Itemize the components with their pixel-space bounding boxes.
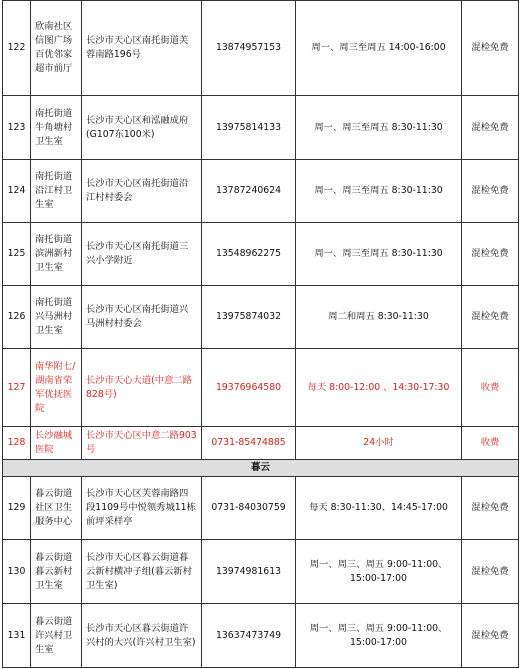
site-phone: 13975814133 <box>202 96 296 160</box>
region-label: 暮云 <box>3 460 519 477</box>
fee-status: 混检免费 <box>462 1 519 96</box>
service-hours: 每天 8:30-11:30、14:45-17:00 <box>296 477 462 540</box>
site-name: 南托街道滨洲新村卫生室 <box>31 223 82 286</box>
table-row <box>3 1 519 96</box>
service-hours: 24小时 <box>296 427 462 460</box>
row-number: 122 <box>3 1 31 96</box>
site-address: 长沙市天心大道(中意二路828号) <box>82 349 202 427</box>
row-number: 128 <box>3 427 31 460</box>
fee-status: 收费 <box>462 349 519 427</box>
site-phone: 13874957153 <box>202 1 296 96</box>
table-row <box>3 96 519 160</box>
row-number: 130 <box>3 540 31 604</box>
table-body <box>3 1 519 668</box>
fee-status: 混检免费 <box>462 96 519 160</box>
fee-status: 混检免费 <box>462 540 519 604</box>
service-hours: 每天 8:00-12:00 、14:30-17:30 <box>296 349 462 427</box>
site-address: 长沙市天心区芙蓉南路四段1109号中悦领秀城11栋前坪采样亭 <box>82 477 202 540</box>
site-name: 暮云街道暮云新村卫生室 <box>31 540 82 604</box>
fee-status: 收费 <box>462 427 519 460</box>
site-name: 南托街道沿江村卫生室 <box>31 160 82 223</box>
table-row <box>3 427 519 460</box>
site-address: 长沙市天心区南托街道芙蓉南路196号 <box>82 1 202 96</box>
row-number: 131 <box>3 604 31 668</box>
row-number: 124 <box>3 160 31 223</box>
site-name: 南托街道牛角塘村卫生室 <box>31 96 82 160</box>
site-phone: 19376964580 <box>202 349 296 427</box>
site-phone: 0731-84030759 <box>202 477 296 540</box>
site-address: 长沙市天心区暮云街道暮云新村横冲子组(暮云新村卫生室) <box>82 540 202 604</box>
site-phone: 13548962275 <box>202 223 296 286</box>
row-number: 129 <box>3 477 31 540</box>
table-row <box>3 540 519 604</box>
row-number: 123 <box>3 96 31 160</box>
site-phone: 13975874032 <box>202 286 296 349</box>
site-name: 欣南社区信图广场百优邻家超市前厅 <box>31 1 82 96</box>
service-hours: 周一、周三、周五 9:00-11:00、15:00-17:00 <box>296 604 462 668</box>
fee-status: 混检免费 <box>462 477 519 540</box>
table-row <box>3 477 519 540</box>
table-row <box>3 223 519 286</box>
site-address: 长沙市天心区和泓融成府(G107东100米) <box>82 96 202 160</box>
site-name: 暮云街道社区卫生服务中心 <box>31 477 82 540</box>
service-hours: 周一、周三至周五 8:30-11:30 <box>296 96 462 160</box>
site-address: 长沙市天心区南托街道兴马洲村村委会 <box>82 286 202 349</box>
fee-status: 混检免费 <box>462 604 519 668</box>
site-name: 南华附七/湖南省荣军优抚医院 <box>31 349 82 427</box>
service-hours: 周一、周三、周五 9:00-11:00、15:00-17:00 <box>296 540 462 604</box>
service-hours: 周一、周三至周五 8:30-11:30 <box>296 223 462 286</box>
site-phone: 0731-85474885 <box>202 427 296 460</box>
testing-sites-table <box>2 0 519 668</box>
row-number: 125 <box>3 223 31 286</box>
site-name: 暮云街道许兴村卫生室 <box>31 604 82 668</box>
site-phone: 13974981613 <box>202 540 296 604</box>
row-number: 126 <box>3 286 31 349</box>
table-row <box>3 349 519 427</box>
service-hours: 周二和周五 8:30-11:30 <box>296 286 462 349</box>
fee-status: 混检免费 <box>462 223 519 286</box>
site-address: 长沙市天心区中意二路903号 <box>82 427 202 460</box>
fee-status: 混检免费 <box>462 160 519 223</box>
table-row <box>3 286 519 349</box>
site-address: 长沙市天心区暮云街道许兴村的大兴(许兴村卫生室) <box>82 604 202 668</box>
site-phone: 13787240624 <box>202 160 296 223</box>
table-row <box>3 604 519 668</box>
table-row <box>3 160 519 223</box>
site-address: 长沙市天心区南托街道三兴小学附近 <box>82 223 202 286</box>
row-number: 127 <box>3 349 31 427</box>
region-header-row <box>3 460 519 477</box>
service-hours: 周一、周三至周五 14:00-16:00 <box>296 1 462 96</box>
service-hours: 周一、周三至周五 8:30-11:30 <box>296 160 462 223</box>
site-address: 长沙市天心区南托街道沿江村村委会 <box>82 160 202 223</box>
fee-status: 混检免费 <box>462 286 519 349</box>
site-phone: 13637473749 <box>202 604 296 668</box>
site-name: 南托街道兴马洲村卫生室 <box>31 286 82 349</box>
site-name: 长沙融城医院 <box>31 427 82 460</box>
